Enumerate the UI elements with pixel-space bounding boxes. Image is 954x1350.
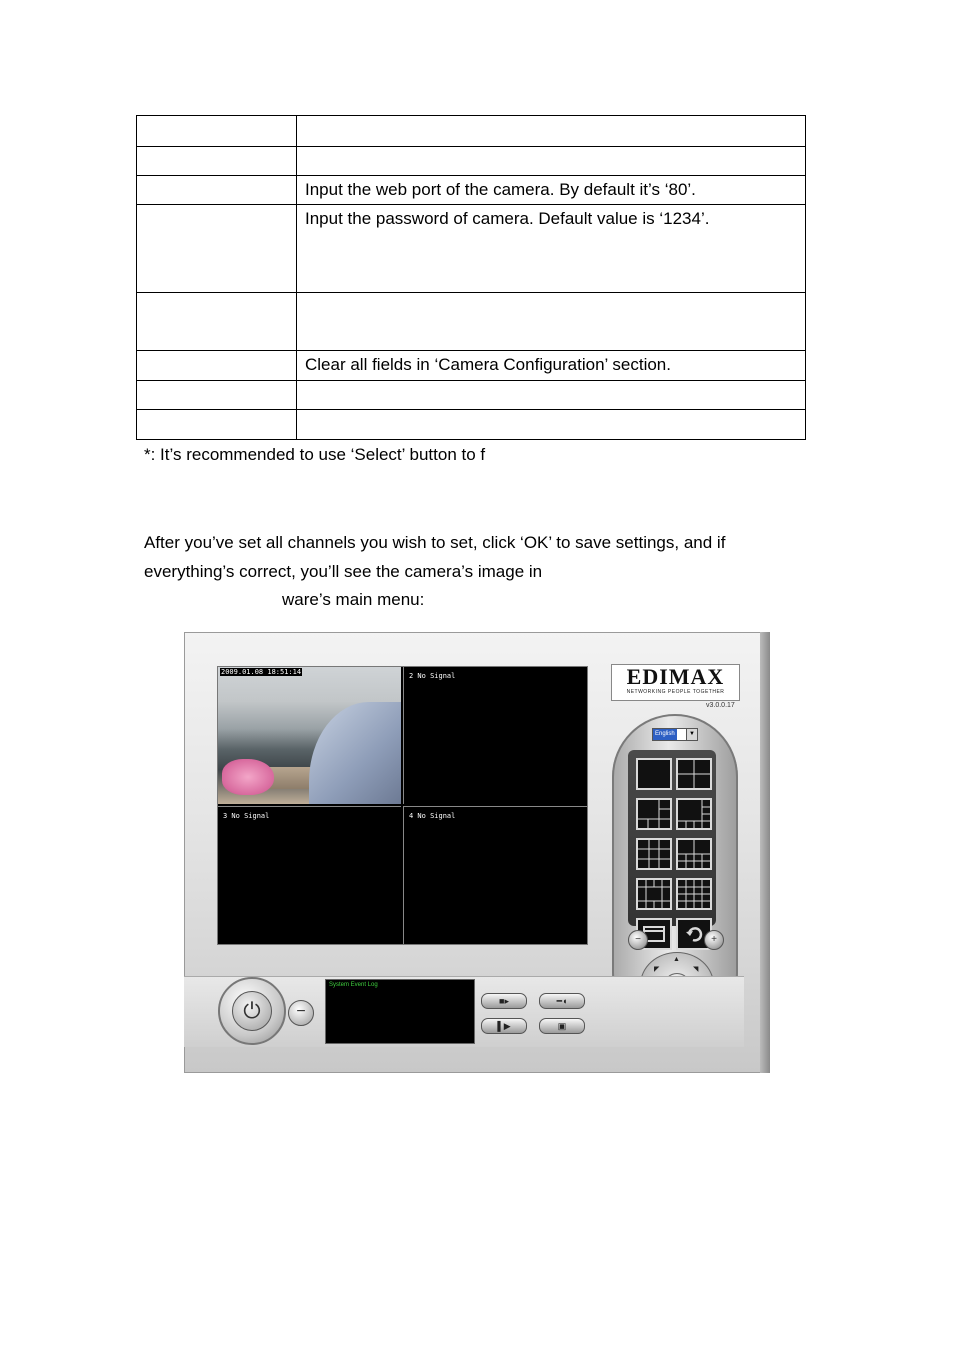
layout-4-icon: [678, 760, 710, 788]
layout-9-icon: [638, 840, 670, 868]
layout-1-icon: [638, 760, 670, 788]
channel-timestamp: 2009.01.08 18:51:14: [221, 668, 302, 676]
surveillance-app-screenshot: [184, 632, 770, 1073]
body-paragraph: [144, 528, 824, 586]
table-row-label: [137, 410, 297, 440]
table-row-desc: [297, 381, 806, 410]
paragraph-line: everything’s correct, you’ll see the camera’s image in: [144, 562, 543, 581]
channel-label: 4 No Signal: [409, 812, 456, 820]
arrow-up-right-icon[interactable]: ◥: [693, 966, 699, 973]
power-icon: ⏻: [232, 991, 272, 1031]
video-channel-4[interactable]: [403, 806, 587, 944]
person-shape: [309, 702, 401, 804]
camera-config-table: [136, 115, 806, 440]
paragraph-line: ware’s main menu:: [282, 590, 425, 609]
table-row-desc: [297, 116, 806, 147]
minus-icon: −: [296, 1003, 306, 1020]
brand-logo: [611, 664, 740, 701]
layout-10-button[interactable]: [676, 838, 712, 870]
settings-button[interactable]: [539, 993, 585, 1009]
playback-button[interactable]: [481, 1018, 527, 1034]
layout-6-button[interactable]: [636, 798, 672, 830]
plus-icon: +: [711, 934, 717, 945]
wrench-icon: ━◖: [556, 996, 568, 1006]
layout-13-icon: [638, 880, 670, 908]
logo-tagline: NETWORKING PEOPLE TOGETHER: [626, 689, 725, 695]
logo-text: EDIMAX: [626, 664, 725, 689]
footnote: *: It’s recommended to use ‘Select’ button to f: [144, 445, 486, 464]
layout-panel: [628, 750, 716, 926]
table-row-label: [137, 147, 297, 176]
layout-16-button[interactable]: [676, 878, 712, 910]
table-row-label: [137, 116, 297, 147]
chevron-down-icon: ▼: [686, 729, 697, 740]
layout-9-button[interactable]: [636, 838, 672, 870]
layout-1-button[interactable]: [636, 758, 672, 790]
video-channel-3[interactable]: [218, 806, 401, 944]
snapshot-button[interactable]: [539, 1018, 585, 1034]
layout-13-button[interactable]: [636, 878, 672, 910]
language-select[interactable]: [652, 728, 698, 741]
layout-4-button[interactable]: [676, 758, 712, 790]
arrow-up-icon[interactable]: ▲: [673, 956, 680, 963]
table-row-desc: [297, 293, 806, 351]
arrow-up-left-icon[interactable]: ◤: [654, 966, 660, 973]
camera-icon: ■▸: [499, 996, 509, 1006]
layout-8-icon: [678, 800, 710, 828]
snapshot-icon: ▣: [557, 1021, 567, 1031]
channel-label: 2 No Signal: [409, 672, 456, 680]
table-row-label: [137, 293, 297, 351]
channel-label: 3 No Signal: [223, 812, 270, 820]
language-value: English: [653, 729, 677, 740]
table-row-desc: Clear all fields in ‘Camera Configuration’ section.: [297, 351, 806, 381]
power-button[interactable]: [218, 977, 286, 1045]
table-row-label: [137, 351, 297, 381]
event-log-title: System Event Log: [329, 982, 378, 988]
table-row-desc: Input the web port of the camera. By default it’s ‘80’.: [297, 176, 806, 205]
minus-icon: −: [635, 934, 641, 945]
minimize-button[interactable]: [288, 1000, 314, 1026]
video-channel-2[interactable]: [403, 667, 587, 804]
table-row-label: [137, 205, 297, 293]
table-row-label: [137, 176, 297, 205]
video-channel-1[interactable]: [218, 667, 401, 804]
table-row-desc: [297, 147, 806, 176]
layout-16-icon: [678, 880, 710, 908]
system-event-log[interactable]: [325, 979, 475, 1044]
record-button[interactable]: [481, 993, 527, 1009]
object-shape: [222, 759, 274, 795]
video-grid: [217, 666, 588, 945]
table-row-desc: [297, 410, 806, 440]
layout-10-icon: [678, 840, 710, 868]
layout-6-icon: [638, 800, 670, 828]
layout-8-button[interactable]: [676, 798, 712, 830]
zoom-in-button[interactable]: [704, 930, 724, 950]
zoom-out-button[interactable]: [628, 930, 648, 950]
version-label: v3.0.0.17: [706, 702, 735, 709]
table-row-desc: Input the password of camera. Default value is ‘1234’.: [297, 205, 806, 293]
paragraph-line: After you’ve set all channels you wish to set, click ‘OK’ to save settings, and if: [144, 533, 726, 552]
table-row-label: [137, 381, 297, 410]
play-icon: ▌▶: [497, 1021, 511, 1031]
